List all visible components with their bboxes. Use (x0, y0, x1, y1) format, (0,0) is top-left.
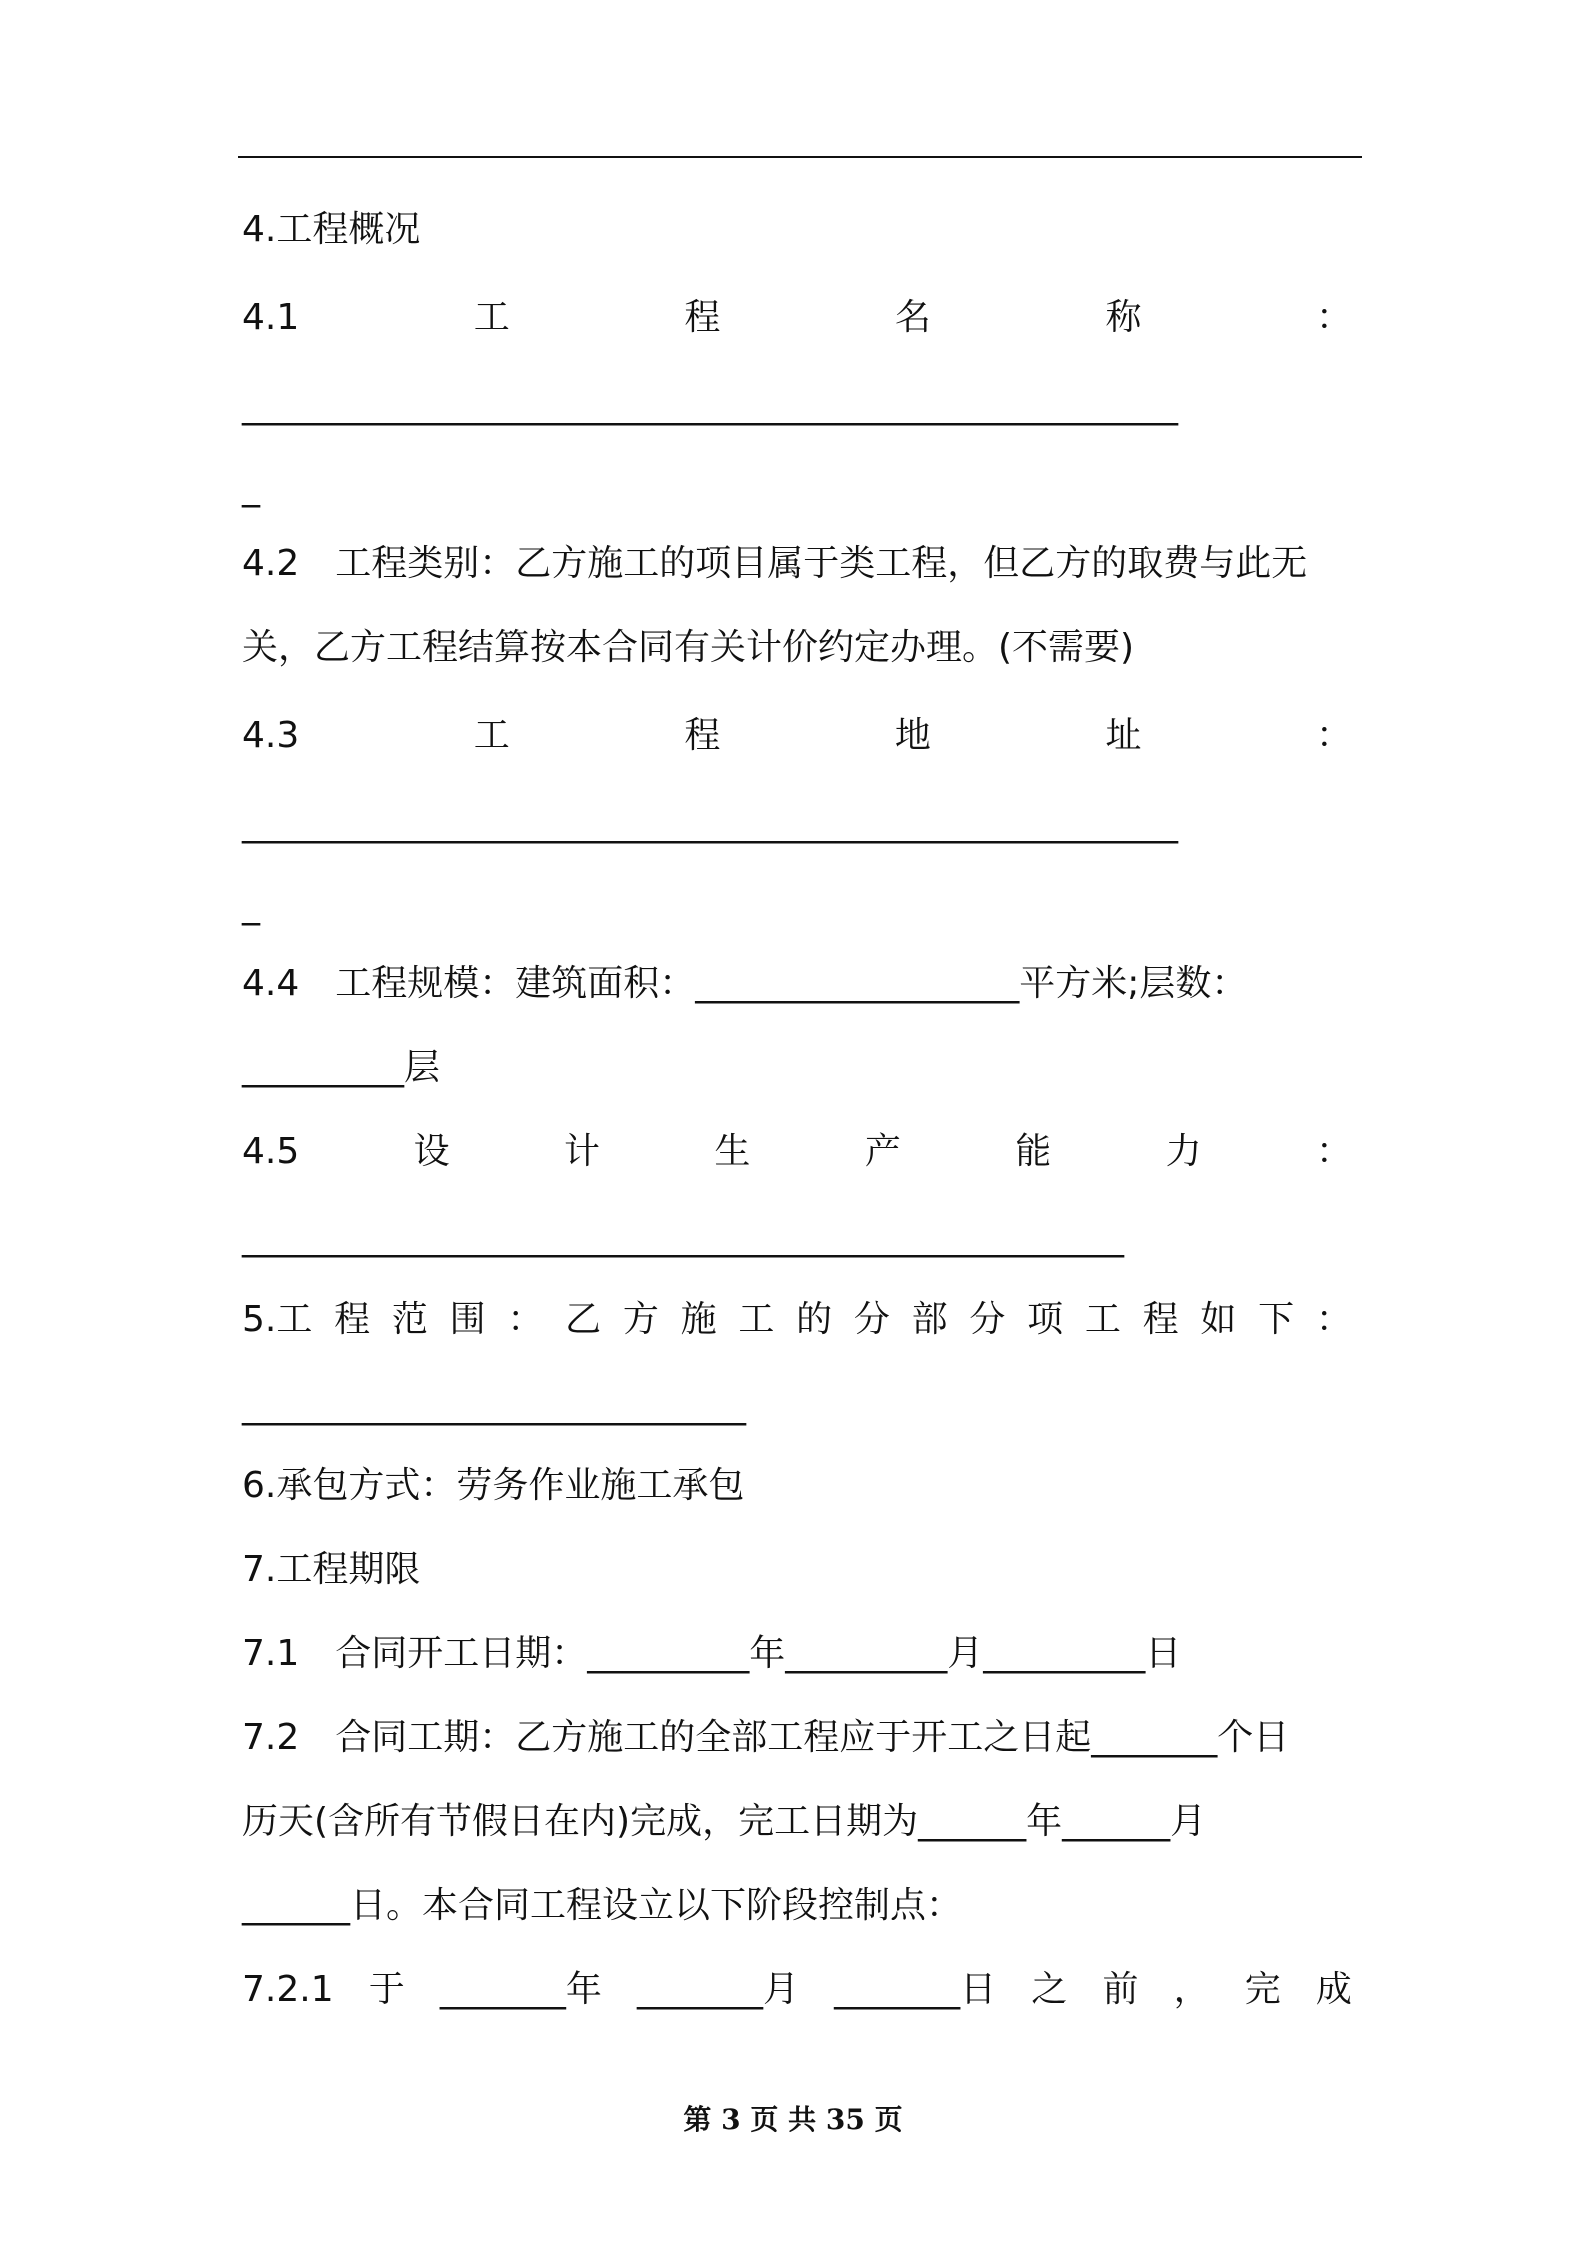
item-4-3-project-address: 4.3 工 程 地 址 ： (242, 715, 1352, 756)
section-5-project-scope: 5.工 程 范 围 ： 乙 方 施 工 的 分 部 分 项 工 程 如 下 ： (242, 1299, 1352, 1340)
paragraph-line: 关，乙方工程结算按本合同有关计价约定办理。(不需要) (242, 627, 1135, 668)
paragraph-line: _________层 (242, 1047, 441, 1088)
paragraph-line: ______日。本合同工程设立以下阶段控制点： (242, 1885, 963, 1926)
blank-line-tail: _ (242, 467, 260, 508)
page-number-footer: 第 3 页 共 35 页 (683, 2103, 903, 2136)
item-4-1-project-name: 4.1 工 程 名 称 ： (242, 297, 1352, 338)
blank-line: ____________________________________________________ (242, 803, 1178, 844)
item-4-4-project-scale: 4.4 工程规模：建筑面积：__________________平方米;层数： (242, 963, 1248, 1004)
section-heading-4: 4.工程概况 (242, 209, 421, 250)
section-heading-7: 7.工程期限 (242, 1549, 421, 1590)
blank-line-tail: _ (242, 885, 260, 926)
item-7-1-start-date: 7.1 合同开工日期：_________年_________月_________日 (242, 1633, 1182, 1674)
section-6-contract-mode: 6.承包方式：劳务作业施工承包 (242, 1465, 745, 1506)
item-4-2-project-category: 4.2 工程类别：乙方施工的项目属于类工程，但乙方的取费与此无 (242, 543, 1308, 584)
blank-line: ____________________________ (242, 1385, 746, 1426)
paragraph-line: 历天(含所有节假日在内)完成，完工日期为______年______月 (242, 1801, 1207, 1842)
item-7-2-contract-period: 7.2 合同工期：乙方施工的全部工程应于开工之日起_______个日 (242, 1717, 1290, 1758)
blank-line: ____________________________________________________ (242, 385, 1178, 426)
item-7-2-1-milestone: 7.2.1 于 _______年 _______月 _______日 之 前 ， 完 成 (242, 1969, 1352, 2010)
blank-line: _________________________________________________ (242, 1217, 1124, 1258)
header-rule (238, 156, 1362, 158)
item-4-5-design-capacity: 4.5 设 计 生 产 能 力 ： (242, 1131, 1352, 1172)
